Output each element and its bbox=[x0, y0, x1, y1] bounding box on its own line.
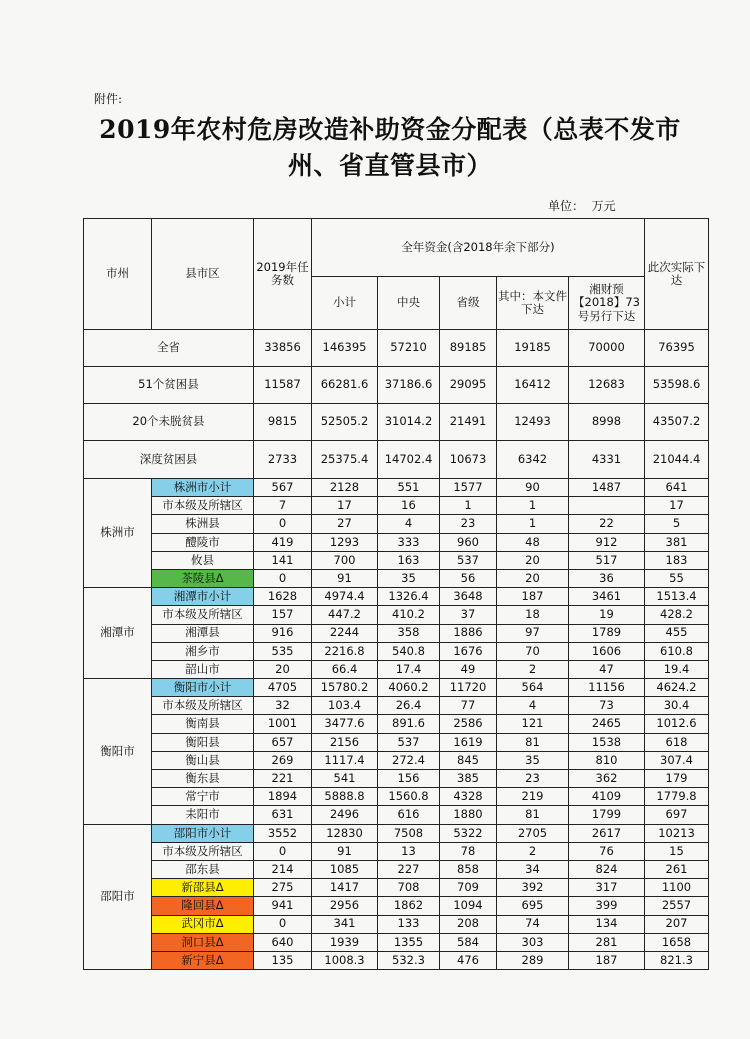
cell-actual: 697 bbox=[645, 806, 709, 824]
cell-subtotal: 2956 bbox=[312, 897, 378, 915]
cell-actual: 307.4 bbox=[645, 751, 709, 769]
cell-actual: 183 bbox=[645, 551, 709, 569]
cell-provincial: 4328 bbox=[440, 788, 497, 806]
cell-provincial: 29095 bbox=[440, 367, 497, 404]
cell-actual: 207 bbox=[645, 915, 709, 933]
cell-provincial: 2586 bbox=[440, 715, 497, 733]
county-cell: 常宁市 bbox=[152, 788, 254, 806]
table-row bbox=[84, 624, 709, 642]
cell-provincial: 1094 bbox=[440, 897, 497, 915]
county-cell: 韶山市 bbox=[152, 660, 254, 678]
cell-xiangcai: 1799 bbox=[569, 806, 645, 824]
table-row bbox=[84, 606, 709, 624]
cell-subtotal: 12830 bbox=[312, 824, 378, 842]
table-row bbox=[84, 515, 709, 533]
cell-actual: 17 bbox=[645, 497, 709, 515]
cell-central: 31014.2 bbox=[378, 404, 440, 441]
cell-xiangcai: 2465 bbox=[569, 715, 645, 733]
cell-tasks: 0 bbox=[254, 915, 312, 933]
table-row bbox=[84, 879, 709, 897]
cell-actual: 1100 bbox=[645, 879, 709, 897]
cell-actual: 428.2 bbox=[645, 606, 709, 624]
summary-row bbox=[84, 367, 709, 404]
cell-provincial: 584 bbox=[440, 933, 497, 951]
cell-xiangcai: 187 bbox=[569, 951, 645, 969]
cell-tasks: 916 bbox=[254, 624, 312, 642]
summary-row bbox=[84, 404, 709, 441]
cell-provincial: 1880 bbox=[440, 806, 497, 824]
cell-provincial: 78 bbox=[440, 842, 497, 860]
cell-central: 532.3 bbox=[378, 951, 440, 969]
cell-actual: 381 bbox=[645, 533, 709, 551]
cell-provincial: 476 bbox=[440, 951, 497, 969]
cell-this-doc: 303 bbox=[497, 933, 569, 951]
cell-tasks: 269 bbox=[254, 751, 312, 769]
cell-central: 1326.4 bbox=[378, 588, 440, 606]
cell-this-doc: 34 bbox=[497, 860, 569, 878]
cell-xiangcai: 8998 bbox=[569, 404, 645, 441]
summary-label: 全省 bbox=[84, 330, 254, 367]
cell-subtotal: 91 bbox=[312, 842, 378, 860]
cell-central: 17.4 bbox=[378, 660, 440, 678]
city-cell: 湘潭市 bbox=[84, 588, 152, 679]
county-cell: 邵阳市小计 bbox=[152, 824, 254, 842]
cell-xiangcai: 2617 bbox=[569, 824, 645, 842]
cell-xiangcai: 362 bbox=[569, 770, 645, 788]
cell-this-doc: 97 bbox=[497, 624, 569, 642]
cell-tasks: 1894 bbox=[254, 788, 312, 806]
cell-this-doc: 23 bbox=[497, 770, 569, 788]
cell-actual: 10213 bbox=[645, 824, 709, 842]
cell-provincial: 1676 bbox=[440, 642, 497, 660]
county-cell: 湘潭市小计 bbox=[152, 588, 254, 606]
cell-this-doc: 187 bbox=[497, 588, 569, 606]
county-cell: 攸县 bbox=[152, 551, 254, 569]
unit-label: 单位： 万元 bbox=[548, 199, 616, 213]
cell-central: 35 bbox=[378, 569, 440, 587]
header-county: 县市区 bbox=[152, 219, 254, 330]
cell-central: 7508 bbox=[378, 824, 440, 842]
cell-tasks: 20 bbox=[254, 660, 312, 678]
table-row bbox=[84, 533, 709, 551]
cell-this-doc: 74 bbox=[497, 915, 569, 933]
cell-tasks: 941 bbox=[254, 897, 312, 915]
cell-subtotal: 52505.2 bbox=[312, 404, 378, 441]
city-cell: 株洲市 bbox=[84, 479, 152, 588]
table-row bbox=[84, 915, 709, 933]
cell-this-doc: 4 bbox=[497, 697, 569, 715]
cell-this-doc: 219 bbox=[497, 788, 569, 806]
cell-provincial: 10673 bbox=[440, 441, 497, 479]
cell-this-doc: 18 bbox=[497, 606, 569, 624]
cell-xiangcai: 11156 bbox=[569, 679, 645, 697]
cell-subtotal: 91 bbox=[312, 569, 378, 587]
cell-tasks: 1628 bbox=[254, 588, 312, 606]
cell-tasks: 214 bbox=[254, 860, 312, 878]
cell-tasks: 2733 bbox=[254, 441, 312, 479]
cell-subtotal: 27 bbox=[312, 515, 378, 533]
cell-subtotal: 447.2 bbox=[312, 606, 378, 624]
cell-central: 1355 bbox=[378, 933, 440, 951]
header-tasks: 2019年任务数 bbox=[254, 219, 312, 330]
cell-central: 37186.6 bbox=[378, 367, 440, 404]
cell-this-doc: 1 bbox=[497, 497, 569, 515]
county-cell: 耒阳市 bbox=[152, 806, 254, 824]
summary-row bbox=[84, 441, 709, 479]
cell-xiangcai: 76 bbox=[569, 842, 645, 860]
cell-central: 616 bbox=[378, 806, 440, 824]
cell-subtotal: 15780.2 bbox=[312, 679, 378, 697]
table-row bbox=[84, 679, 709, 697]
cell-tasks: 657 bbox=[254, 733, 312, 751]
cell-xiangcai: 517 bbox=[569, 551, 645, 569]
cell-central: 227 bbox=[378, 860, 440, 878]
cell-central: 13 bbox=[378, 842, 440, 860]
table-row bbox=[84, 897, 709, 915]
header-xiangcai: 湘财预【2018】73号另行下达 bbox=[569, 277, 645, 330]
cell-central: 358 bbox=[378, 624, 440, 642]
cell-central: 14702.4 bbox=[378, 441, 440, 479]
cell-this-doc: 564 bbox=[497, 679, 569, 697]
cell-xiangcai bbox=[569, 497, 645, 515]
cell-subtotal: 1417 bbox=[312, 879, 378, 897]
county-cell: 衡阳县 bbox=[152, 733, 254, 751]
cell-this-doc: 2705 bbox=[497, 824, 569, 842]
cell-provincial: 56 bbox=[440, 569, 497, 587]
header-full-year: 全年资金(含2018年余下部分) bbox=[312, 219, 645, 277]
cell-tasks: 0 bbox=[254, 515, 312, 533]
cell-subtotal: 17 bbox=[312, 497, 378, 515]
cell-central: 333 bbox=[378, 533, 440, 551]
cell-central: 551 bbox=[378, 479, 440, 497]
cell-actual: 261 bbox=[645, 860, 709, 878]
cell-actual: 618 bbox=[645, 733, 709, 751]
table-row bbox=[84, 770, 709, 788]
cell-central: 410.2 bbox=[378, 606, 440, 624]
cell-this-doc: 48 bbox=[497, 533, 569, 551]
cell-this-doc: 81 bbox=[497, 733, 569, 751]
table-row bbox=[84, 751, 709, 769]
table-body bbox=[84, 219, 709, 970]
cell-provincial: 23 bbox=[440, 515, 497, 533]
cell-central: 272.4 bbox=[378, 751, 440, 769]
cell-central: 133 bbox=[378, 915, 440, 933]
cell-actual: 1012.6 bbox=[645, 715, 709, 733]
cell-actual: 610.8 bbox=[645, 642, 709, 660]
summary-row bbox=[84, 330, 709, 367]
cell-tasks: 535 bbox=[254, 642, 312, 660]
cell-subtotal: 2128 bbox=[312, 479, 378, 497]
cell-tasks: 32 bbox=[254, 697, 312, 715]
cell-tasks: 33856 bbox=[254, 330, 312, 367]
cell-xiangcai: 317 bbox=[569, 879, 645, 897]
cell-this-doc: 19185 bbox=[497, 330, 569, 367]
cell-subtotal: 700 bbox=[312, 551, 378, 569]
cell-provincial: 11720 bbox=[440, 679, 497, 697]
table-row bbox=[84, 697, 709, 715]
cell-xiangcai: 3461 bbox=[569, 588, 645, 606]
table-row bbox=[84, 660, 709, 678]
table-row bbox=[84, 788, 709, 806]
cell-xiangcai: 73 bbox=[569, 697, 645, 715]
cell-tasks: 135 bbox=[254, 951, 312, 969]
cell-this-doc: 121 bbox=[497, 715, 569, 733]
cell-xiangcai: 281 bbox=[569, 933, 645, 951]
county-cell: 洞口县Δ bbox=[152, 933, 254, 951]
page-title: 2019年农村危房改造补助资金分配表（总表不发市州、省直管县市） bbox=[99, 115, 681, 180]
cell-provincial: 1577 bbox=[440, 479, 497, 497]
cell-this-doc: 6342 bbox=[497, 441, 569, 479]
county-cell: 湘潭县 bbox=[152, 624, 254, 642]
cell-central: 1560.8 bbox=[378, 788, 440, 806]
cell-xiangcai: 912 bbox=[569, 533, 645, 551]
cell-this-doc: 20 bbox=[497, 551, 569, 569]
cell-central: 4 bbox=[378, 515, 440, 533]
cell-actual: 5 bbox=[645, 515, 709, 533]
county-cell: 衡山县 bbox=[152, 751, 254, 769]
cell-this-doc: 81 bbox=[497, 806, 569, 824]
cell-this-doc: 70 bbox=[497, 642, 569, 660]
county-cell: 衡阳市小计 bbox=[152, 679, 254, 697]
cell-tasks: 631 bbox=[254, 806, 312, 824]
cell-xiangcai: 810 bbox=[569, 751, 645, 769]
cell-actual: 455 bbox=[645, 624, 709, 642]
cell-actual: 19.4 bbox=[645, 660, 709, 678]
cell-tasks: 3552 bbox=[254, 824, 312, 842]
cell-this-doc: 2 bbox=[497, 660, 569, 678]
cell-this-doc: 20 bbox=[497, 569, 569, 587]
cell-xiangcai: 1789 bbox=[569, 624, 645, 642]
table-row bbox=[84, 642, 709, 660]
cell-subtotal: 2216.8 bbox=[312, 642, 378, 660]
cell-subtotal: 1293 bbox=[312, 533, 378, 551]
cell-provincial: 709 bbox=[440, 879, 497, 897]
cell-subtotal: 66281.6 bbox=[312, 367, 378, 404]
cell-actual: 1658 bbox=[645, 933, 709, 951]
cell-tasks: 11587 bbox=[254, 367, 312, 404]
cell-this-doc: 16412 bbox=[497, 367, 569, 404]
cell-actual: 1779.8 bbox=[645, 788, 709, 806]
cell-actual: 55 bbox=[645, 569, 709, 587]
county-cell: 市本级及所辖区 bbox=[152, 497, 254, 515]
cell-provincial: 1619 bbox=[440, 733, 497, 751]
cell-central: 891.6 bbox=[378, 715, 440, 733]
cell-provincial: 1 bbox=[440, 497, 497, 515]
city-cell: 邵阳市 bbox=[84, 824, 152, 970]
cell-xiangcai: 1606 bbox=[569, 642, 645, 660]
table-row bbox=[84, 951, 709, 969]
county-cell: 茶陵县Δ bbox=[152, 569, 254, 587]
cell-xiangcai: 824 bbox=[569, 860, 645, 878]
table-row bbox=[84, 715, 709, 733]
cell-provincial: 537 bbox=[440, 551, 497, 569]
cell-this-doc: 90 bbox=[497, 479, 569, 497]
cell-central: 4060.2 bbox=[378, 679, 440, 697]
cell-xiangcai: 36 bbox=[569, 569, 645, 587]
county-cell: 武冈市Δ bbox=[152, 915, 254, 933]
summary-label: 深度贫困县 bbox=[84, 441, 254, 479]
county-cell: 衡东县 bbox=[152, 770, 254, 788]
cell-subtotal: 4974.4 bbox=[312, 588, 378, 606]
table-row bbox=[84, 569, 709, 587]
cell-central: 156 bbox=[378, 770, 440, 788]
city-cell: 衡阳市 bbox=[84, 679, 152, 825]
county-cell: 市本级及所辖区 bbox=[152, 606, 254, 624]
cell-actual: 1513.4 bbox=[645, 588, 709, 606]
cell-provincial: 3648 bbox=[440, 588, 497, 606]
cell-subtotal: 66.4 bbox=[312, 660, 378, 678]
header-provincial: 省级 bbox=[440, 277, 497, 330]
cell-tasks: 221 bbox=[254, 770, 312, 788]
cell-subtotal: 341 bbox=[312, 915, 378, 933]
county-cell: 湘乡市 bbox=[152, 642, 254, 660]
table-row bbox=[84, 806, 709, 824]
cell-provincial: 1886 bbox=[440, 624, 497, 642]
cell-central: 1862 bbox=[378, 897, 440, 915]
cell-xiangcai: 399 bbox=[569, 897, 645, 915]
cell-provincial: 5322 bbox=[440, 824, 497, 842]
county-cell: 衡南县 bbox=[152, 715, 254, 733]
cell-provincial: 385 bbox=[440, 770, 497, 788]
cell-subtotal: 1085 bbox=[312, 860, 378, 878]
table-row bbox=[84, 479, 709, 497]
cell-provincial: 858 bbox=[440, 860, 497, 878]
cell-subtotal: 1117.4 bbox=[312, 751, 378, 769]
cell-central: 708 bbox=[378, 879, 440, 897]
table-row bbox=[84, 824, 709, 842]
summary-label: 20个未脱贫县 bbox=[84, 404, 254, 441]
cell-tasks: 141 bbox=[254, 551, 312, 569]
county-cell: 新宁县Δ bbox=[152, 951, 254, 969]
cell-tasks: 9815 bbox=[254, 404, 312, 441]
cell-provincial: 960 bbox=[440, 533, 497, 551]
cell-this-doc: 35 bbox=[497, 751, 569, 769]
cell-actual: 2557 bbox=[645, 897, 709, 915]
table-row bbox=[84, 588, 709, 606]
cell-actual: 179 bbox=[645, 770, 709, 788]
cell-subtotal: 2244 bbox=[312, 624, 378, 642]
cell-this-doc: 392 bbox=[497, 879, 569, 897]
header-this-doc: 其中：本文件下达 bbox=[497, 277, 569, 330]
county-cell: 市本级及所辖区 bbox=[152, 842, 254, 860]
cell-this-doc: 2 bbox=[497, 842, 569, 860]
cell-provincial: 208 bbox=[440, 915, 497, 933]
cell-tasks: 0 bbox=[254, 842, 312, 860]
table-row bbox=[84, 933, 709, 951]
table-row bbox=[84, 733, 709, 751]
cell-subtotal: 5888.8 bbox=[312, 788, 378, 806]
cell-xiangcai: 19 bbox=[569, 606, 645, 624]
header-actual: 此次实际下达 bbox=[645, 219, 709, 330]
county-cell: 邵东县 bbox=[152, 860, 254, 878]
cell-central: 540.8 bbox=[378, 642, 440, 660]
cell-actual: 4624.2 bbox=[645, 679, 709, 697]
table-row bbox=[84, 497, 709, 515]
county-cell: 醴陵市 bbox=[152, 533, 254, 551]
cell-subtotal: 2156 bbox=[312, 733, 378, 751]
cell-tasks: 7 bbox=[254, 497, 312, 515]
cell-xiangcai: 70000 bbox=[569, 330, 645, 367]
table-row bbox=[84, 842, 709, 860]
cell-actual: 30.4 bbox=[645, 697, 709, 715]
header-central: 中央 bbox=[378, 277, 440, 330]
cell-tasks: 0 bbox=[254, 569, 312, 587]
cell-actual: 21044.4 bbox=[645, 441, 709, 479]
cell-actual: 821.3 bbox=[645, 951, 709, 969]
cell-this-doc: 289 bbox=[497, 951, 569, 969]
allocation-table bbox=[83, 218, 709, 970]
cell-actual: 15 bbox=[645, 842, 709, 860]
cell-this-doc: 12493 bbox=[497, 404, 569, 441]
cell-provincial: 89185 bbox=[440, 330, 497, 367]
table-row bbox=[84, 551, 709, 569]
cell-central: 16 bbox=[378, 497, 440, 515]
cell-central: 26.4 bbox=[378, 697, 440, 715]
cell-xiangcai: 47 bbox=[569, 660, 645, 678]
table-row bbox=[84, 860, 709, 878]
cell-xiangcai: 4109 bbox=[569, 788, 645, 806]
cell-xiangcai: 1538 bbox=[569, 733, 645, 751]
cell-this-doc: 1 bbox=[497, 515, 569, 533]
attachment-label: 附件: bbox=[94, 92, 123, 106]
county-cell: 株洲县 bbox=[152, 515, 254, 533]
cell-tasks: 640 bbox=[254, 933, 312, 951]
cell-subtotal: 146395 bbox=[312, 330, 378, 367]
cell-this-doc: 695 bbox=[497, 897, 569, 915]
county-cell: 株洲市小计 bbox=[152, 479, 254, 497]
cell-tasks: 157 bbox=[254, 606, 312, 624]
cell-central: 163 bbox=[378, 551, 440, 569]
cell-central: 57210 bbox=[378, 330, 440, 367]
cell-central: 537 bbox=[378, 733, 440, 751]
cell-subtotal: 25375.4 bbox=[312, 441, 378, 479]
county-cell: 新邵县Δ bbox=[152, 879, 254, 897]
cell-provincial: 845 bbox=[440, 751, 497, 769]
cell-tasks: 1001 bbox=[254, 715, 312, 733]
cell-provincial: 37 bbox=[440, 606, 497, 624]
cell-tasks: 4705 bbox=[254, 679, 312, 697]
cell-subtotal: 2496 bbox=[312, 806, 378, 824]
summary-label: 51个贫困县 bbox=[84, 367, 254, 404]
county-cell: 隆回县Δ bbox=[152, 897, 254, 915]
cell-tasks: 567 bbox=[254, 479, 312, 497]
cell-xiangcai: 134 bbox=[569, 915, 645, 933]
cell-provincial: 77 bbox=[440, 697, 497, 715]
cell-subtotal: 103.4 bbox=[312, 697, 378, 715]
cell-provincial: 21491 bbox=[440, 404, 497, 441]
cell-tasks: 419 bbox=[254, 533, 312, 551]
header-subtotal: 小计 bbox=[312, 277, 378, 330]
cell-xiangcai: 4331 bbox=[569, 441, 645, 479]
cell-provincial: 49 bbox=[440, 660, 497, 678]
cell-subtotal: 1939 bbox=[312, 933, 378, 951]
cell-actual: 43507.2 bbox=[645, 404, 709, 441]
cell-xiangcai: 1487 bbox=[569, 479, 645, 497]
header-city: 市州 bbox=[84, 219, 152, 330]
cell-actual: 53598.6 bbox=[645, 367, 709, 404]
cell-subtotal: 541 bbox=[312, 770, 378, 788]
cell-tasks: 275 bbox=[254, 879, 312, 897]
cell-actual: 76395 bbox=[645, 330, 709, 367]
cell-actual: 641 bbox=[645, 479, 709, 497]
county-cell: 市本级及所辖区 bbox=[152, 697, 254, 715]
cell-subtotal: 3477.6 bbox=[312, 715, 378, 733]
cell-xiangcai: 22 bbox=[569, 515, 645, 533]
cell-subtotal: 1008.3 bbox=[312, 951, 378, 969]
cell-xiangcai: 12683 bbox=[569, 367, 645, 404]
